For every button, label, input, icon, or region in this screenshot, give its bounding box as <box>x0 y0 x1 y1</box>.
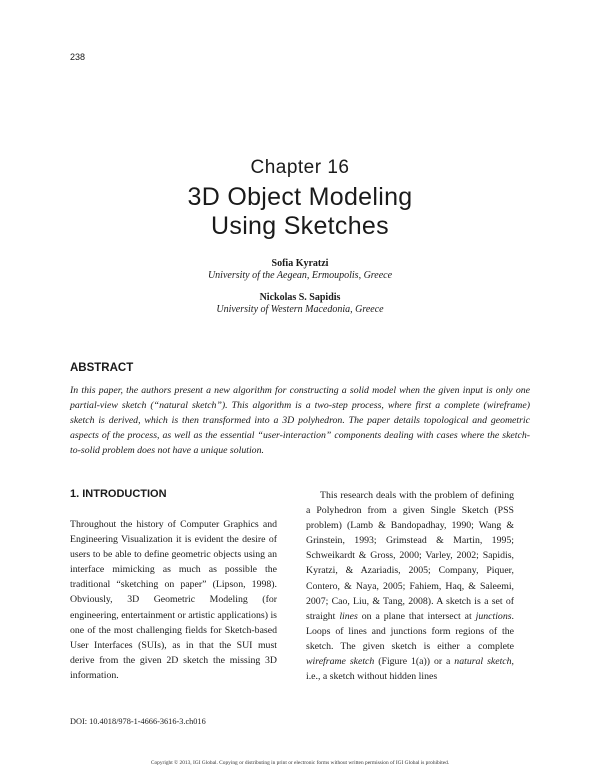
paragraph-text: This research deals with the problem of defining a Polyhedron from a given Single Sketch (PSS problem) (Lamb & Bandopadhay, 1990; Wang & Grinstein, 1993; Grimstead & Martin, 1995; Schweikardt & Gross, 2000; Varley, 2002; Sapidis, Kyratzi, & Azariadis, 2005; Company, Piquer, Contero, & Naya, 2005; Fahiem, Haq, & Saleemi, 2007; Cao, Liu, & Tang, 2008). A sketch is a set of straight <box>306 490 514 622</box>
author-name: Nickolas S. Sapidis <box>259 292 341 303</box>
intro-paragraph: Throughout the history of Computer Graphics and Engineering Visualization it is evident the desire of users to be able to define geometric objects using an interface mimicking as much as possible the traditional “sketching on paper” (Lipson, 1998). Obviously, 3D Geometric Modeling (for engineering, entertainment or artistic applications) is one of the most challenging fields for Sketch-based User Interfaces (SUIs), as in that the SUI must derive from the given 2D sketch the missing 3D information. <box>70 519 277 681</box>
term-wireframe-sketch: wireframe sketch <box>306 656 375 668</box>
paragraph-text: on a plane that intersect at <box>357 610 476 622</box>
abstract-heading: ABSTRACT <box>70 362 134 374</box>
paragraph-text: , i.e., a sketch without hidden lines <box>306 656 514 683</box>
paragraph-text: . Loops of lines and junctions form regions of the sketch. The given sketch is either a complete <box>306 610 514 652</box>
term-natural-sketch: natural sketch <box>454 656 512 668</box>
term-lines: lines <box>339 610 358 622</box>
copyright-notice: Copyright © 2013, IGI Global. Copying or distributing in print or electronic forms without written permission of IGI Global is prohibited. <box>150 760 450 766</box>
page-number: 238 <box>70 52 86 62</box>
author-affiliation: University of Western Macedonia, Greece <box>216 304 384 315</box>
chapter-label: Chapter 16 <box>250 157 350 178</box>
right-column-text <box>306 488 514 684</box>
abstract-text: In this paper, the authors present a new algorithm for constructing a solid model when the given input is only one partial-view sketch (“natural sketch”). This algorithm is a two-step process, where first a complete (wireframe) sketch is derived, which is then transformed into a 3D polyhedron. The paper details topological and geometric aspects of the process, as well as the essential “user-interaction” components dealing with cases where the sketch-to-solid problem does not have a unique solution. <box>70 385 530 456</box>
author-name: Sofia Kyratzi <box>271 258 329 269</box>
section-heading-introduction: 1. INTRODUCTION <box>70 488 167 500</box>
author-affiliation: University of the Aegean, Ermoupolis, Greece <box>207 270 393 281</box>
research-paragraph <box>306 488 514 684</box>
left-column-text <box>70 517 277 683</box>
doi: DOI: 10.4018/978-1-4666-3616-3.ch016 <box>70 717 206 726</box>
chapter-title-line-1: 3D Object Modeling <box>187 183 413 211</box>
paragraph-text: (Figure 1(a)) or a <box>374 656 455 668</box>
chapter-title-line-2: Using Sketches <box>211 212 389 240</box>
term-junctions: junctions <box>475 610 512 622</box>
